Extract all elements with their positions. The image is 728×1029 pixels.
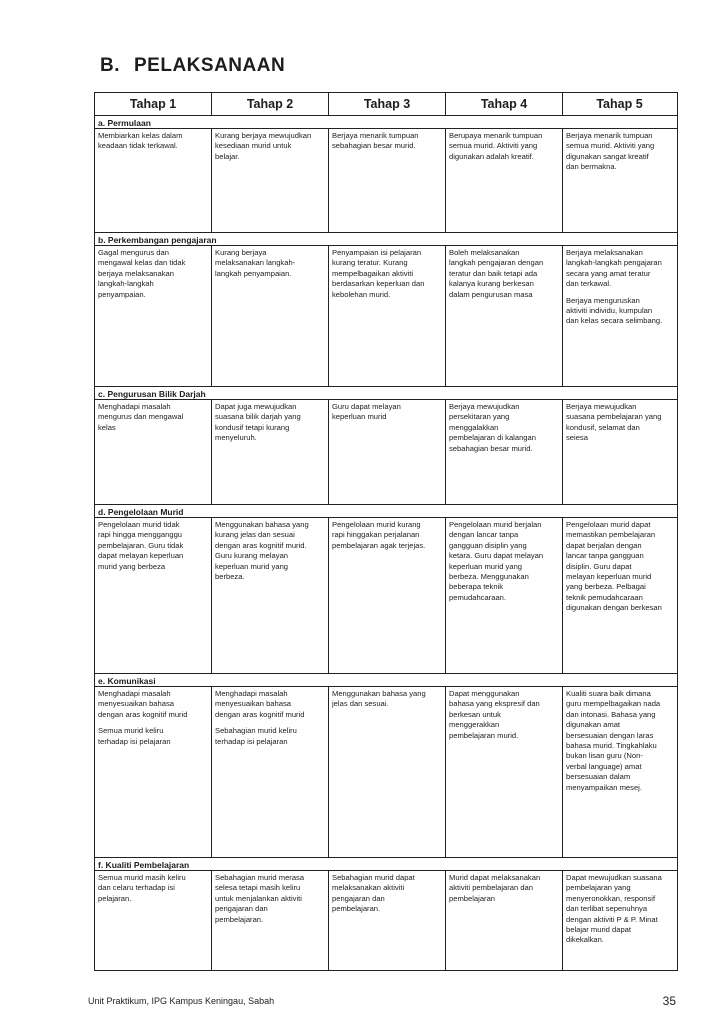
- rubric-cell: [329, 129, 446, 232]
- rubric-cell: [563, 246, 676, 386]
- header-tahap-3: Tahap 3: [329, 93, 446, 115]
- cell-text: Kurang berjaya melaksanakan langkah- langkah penyampaian.: [215, 248, 296, 278]
- cell-text: Menggunakan bahasa yang kurang jelas dan sesuai dengan aras kognitif murid. Guru kurang melayan keperluan murid yang berbeza.: [215, 520, 309, 582]
- cell-text: Boleh melaksanakan langkah pengajaran dengan teratur dan baik tetapi ada kalanya kurang berkesan dalam pengurusan masa: [449, 248, 544, 299]
- cell-text: Berjaya melaksanakan langkah-langkah pengajaran secara yang amat teratur dan terkawal.: [566, 248, 662, 289]
- rubric-table: [94, 92, 678, 971]
- section-title: c. Pengurusan Bilik Darjah: [95, 387, 677, 400]
- section-title: a. Permulaan: [95, 116, 677, 129]
- header-tahap-4: Tahap 4: [446, 93, 563, 115]
- cell-text: Dapat juga mewujudkan suasana bilik darjah yang kondusif tetapi kurang menyeluruh.: [215, 402, 301, 443]
- rubric-cell: [329, 687, 446, 857]
- cell-text: Gagal mengurus dan mengawal kelas dan tidak berjaya melaksanakan langkah-langkah penyampaian.: [98, 248, 186, 299]
- table-row: [95, 129, 677, 232]
- rubric-section: [95, 858, 677, 970]
- rubric-cell: [212, 129, 329, 232]
- rubric-cell: [446, 400, 563, 504]
- page-number: 35: [662, 994, 676, 1008]
- cell-text: Menggunakan bahasa yang jelas dan sesuai.: [332, 689, 426, 709]
- cell-text: Pengelolaan murid dapat memastikan pembelajaran dapat berjalan dengan lancar tanpa gangguan disiplin. Guru dapat melayan keperluan murid yang berbeza. Pelbagai teknik pemudahcaraan digunakan dengan berkesan: [566, 520, 662, 613]
- rubric-cell: [212, 687, 329, 857]
- rubric-cell: [212, 246, 329, 386]
- cell-text: Sebahagian murid dapat melaksanakan aktiviti pengajaran dan pembelajaran.: [332, 873, 415, 914]
- rubric-cell: [563, 871, 676, 970]
- cell-text: Pengelolaan murid berjalan dengan lancar tanpa gangguan disiplin yang ketara. Guru dapat melayan keperluan murid yang berbeza. Menggunakan beberapa teknik pemudahcaraan.: [449, 520, 544, 602]
- rubric-cell: [563, 400, 676, 504]
- rubric-cell: [446, 687, 563, 857]
- cell-text: Guru dapat melayan keperluan murid: [332, 402, 401, 422]
- cell-text: Dapat mewujudkan suasana pembelajaran yang menyeronokkan, responsif dan terlibat sepenuhnya dengan aktiviti P & P. Minat belajar murid dapat dikekalkan.: [566, 873, 662, 945]
- rubric-cell: [95, 400, 212, 504]
- rubric-section: [95, 505, 677, 674]
- rubric-section: [95, 387, 677, 505]
- rubric-cell: [446, 129, 563, 232]
- rubric-cell: [95, 129, 212, 232]
- cell-text: Sebahagian murid keliru terhadap isi pelajaran: [215, 726, 297, 746]
- cell-text: Berupaya menarik tumpuan semua murid. Aktiviti yang digunakan adalah kreatif.: [449, 131, 543, 161]
- rubric-cell: [212, 518, 329, 673]
- rubric-cell: [329, 871, 446, 970]
- section-title: PELAKSANAAN: [134, 55, 286, 76]
- rubric-section: [95, 233, 677, 387]
- cell-text: Berjaya mewujudkan suasana pembelajaran yang kondusif, selamat dan seiesa: [566, 402, 662, 443]
- cell-text: Sebahagian murid merasa selesa tetapi masih keliru untuk menjalankan aktiviti pengajaran dan pembelajaran.: [215, 873, 305, 924]
- rubric-cell: [95, 871, 212, 970]
- rubric-cell: [563, 518, 676, 673]
- table-row: [95, 871, 677, 970]
- cell-text: Berjaya menarik tumpuan sebahagian besar murid.: [332, 131, 419, 151]
- footer-institution: Unit Praktikum, IPG Kampus Keningau, Sabah: [88, 996, 275, 1006]
- cell-text: Membiarkan kelas dalam keadaan tidak terkawal.: [98, 131, 183, 151]
- cell-text: Berjaya menarik tumpuan semua murid. Aktiviti yang digunakan sangat kreatif dan bermakna.: [566, 131, 655, 172]
- section-title: f. Kualiti Pembelajaran: [95, 858, 677, 871]
- section-title: b. Perkembangan pengajaran: [95, 233, 677, 246]
- rubric-cell: [446, 518, 563, 673]
- cell-text: Menghadapi masalah menyesuaikan bahasa dengan aras kognitif murid: [98, 689, 188, 719]
- table-header-row: [95, 93, 677, 116]
- cell-text: Dapat menggunakan bahasa yang ekspresif dan berkesan untuk menggerakkan pembelajaran murid.: [449, 689, 540, 740]
- cell-text: Kualiti suara baik dimana guru mempelbagaikan nada dan intonasi. Bahasa yang digunakan amat bersesuaian dengan laras bahasa murid. Tingkahlaku bukan lisan guru (Non- verbal language) amat bersesuaian dalam menyampaikan mesej.: [566, 689, 661, 792]
- table-row: [95, 246, 677, 386]
- cell-text: Kurang berjaya mewujudkan kesediaan murid untuk belajar.: [215, 131, 312, 161]
- table-row: [95, 400, 677, 504]
- rubric-cell: [446, 246, 563, 386]
- rubric-section: [95, 674, 677, 858]
- cell-text: Pengelolaan murid kurang rapi hinggakan perjalanan pembelajaran agak terjejas.: [332, 520, 426, 550]
- section-title: d. Pengelolaan Murid: [95, 505, 677, 518]
- section-title: e. Komunikasi: [95, 674, 677, 687]
- cell-text: Berjaya menguruskan aktiviti individu, kumpulan dan kelas secara selimbang.: [566, 295, 663, 326]
- cell-text: Penyampaian isi pelajaran kurang teratur. Kurang mempelbagaikan aktiviti berdasarkan keperluan dan kebolehan murid.: [332, 248, 425, 299]
- rubric-cell: [563, 687, 676, 857]
- section-letter: B.: [100, 55, 120, 76]
- cell-text: Semua murid masih keliru dan celaru terhadap isi pelajaran.: [98, 873, 186, 903]
- cell-text: Murid dapat melaksanakan aktiviti pembelajaran dan pembelajaran: [449, 873, 541, 903]
- rubric-cell: [95, 518, 212, 673]
- rubric-cell: [329, 400, 446, 504]
- rubric-cell: [446, 871, 563, 970]
- header-tahap-2: Tahap 2: [212, 93, 329, 115]
- cell-text: Menghadapi masalah menyesuaikan bahasa dengan aras kognitif murid: [215, 689, 305, 719]
- rubric-cell: [212, 400, 329, 504]
- table-row: [95, 687, 677, 857]
- section-heading: [100, 55, 285, 77]
- rubric-cell: [329, 518, 446, 673]
- rubric-cell: [212, 871, 329, 970]
- rubric-section: [95, 116, 677, 233]
- page-footer: [88, 994, 676, 1014]
- rubric-cell: [329, 246, 446, 386]
- cell-text: Pengelolaan murid tidak rapi hingga mengganggu pembelajaran. Guru tidak dapat melayan keperluan murid yang berbeza: [98, 520, 184, 571]
- rubric-cell: [95, 687, 212, 857]
- rubric-cell: [563, 129, 676, 232]
- header-tahap-1: Tahap 1: [95, 93, 212, 115]
- cell-text: Berjaya mewujudkan persekitaran yang menggalakkan pembelajaran di kalangan sebahagian besar murid.: [449, 402, 536, 453]
- rubric-cell: [95, 246, 212, 386]
- header-tahap-5: Tahap 5: [596, 97, 643, 111]
- cell-text: Semua murid keliru terhadap isi pelajaran: [98, 726, 171, 746]
- table-row: [95, 518, 677, 673]
- cell-text: Menghadapi masalah mengurus dan mengawal kelas: [98, 402, 184, 432]
